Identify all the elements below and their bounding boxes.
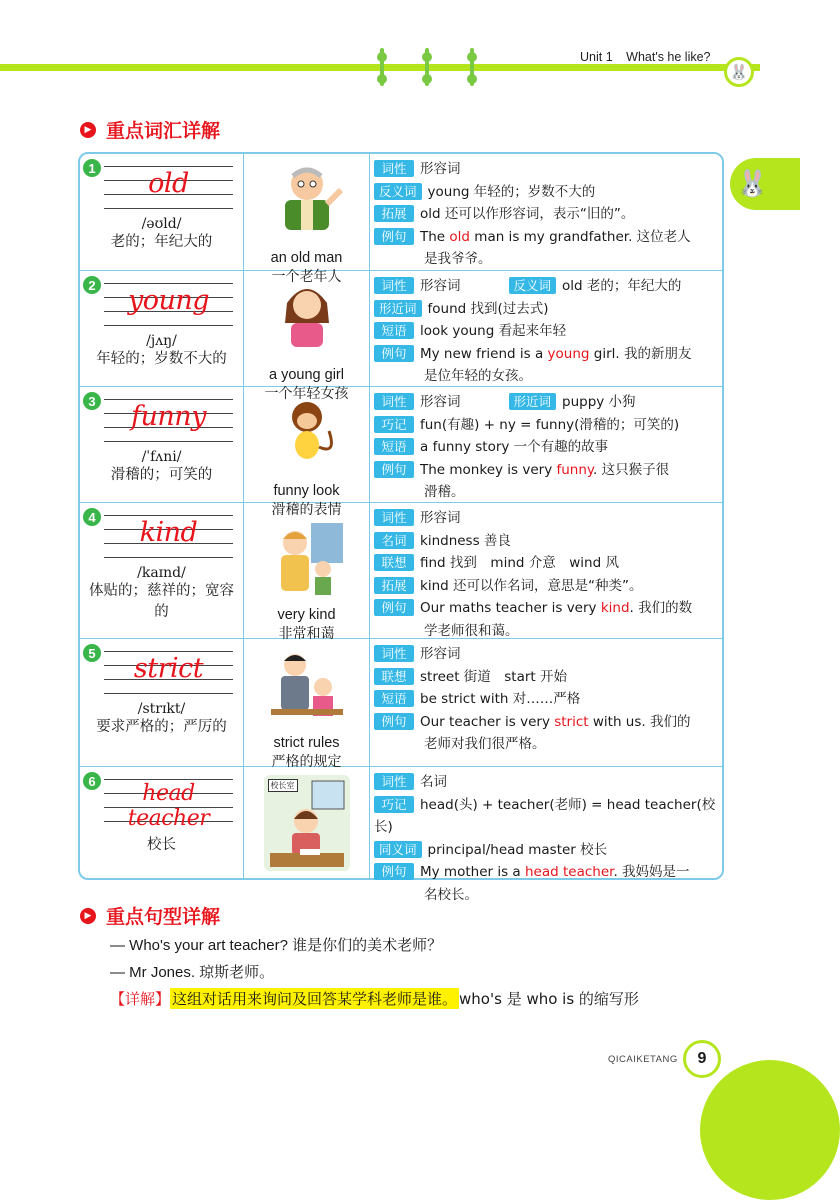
section-title-sentences: ▶ 重点句型详解 [80,902,220,929]
info-tag: 例句 [374,599,414,616]
word-cell [80,503,244,638]
info-tag: 巧记 [374,416,414,433]
info-tag: 联想 [374,668,414,685]
info-cell: 词性 形容词 联想 street 街道 start 开始 短语 be strict with 对……严格 例句 Our teacher is very strict with us. 我们的 老师对我们很严格。 [370,639,722,766]
info-tag: 词性 [374,160,414,177]
picture-cell [244,767,370,878]
info-line: 词性 形容词 [374,643,716,666]
monkey-illustration [267,395,347,479]
old-man-illustration [267,162,347,246]
meaning: 滑稽的；可笑的 [110,467,213,483]
picture-caption-en: very kind [277,607,336,623]
bunny-icon: 🐰 [724,57,754,87]
example-sentence: 例句 The old man is my grandfather. 这位老人 [374,226,716,249]
info-tag: 名词 [374,532,414,549]
arrow-icon: ▶ [80,122,96,138]
info-line: 词性 形容词 反义词 old 老的；年纪大的 [374,275,716,298]
handwriting-lines [104,393,233,447]
vocab-row [80,766,722,903]
sentence-question: — Who's your art teacher? 谁是你们的美术老师？ [110,937,443,954]
info-cell: 词性 名词 巧记 head(头) + teacher(老师) = head teacher(校长) 同义词 principal/head master 校长 例句 My mother is a head teacher. 我妈妈是一 名校长。 [370,767,722,878]
info-tag: 同义词 [374,841,422,858]
info-line: 短语 look young 看起来年轻 [374,320,716,343]
info-cell: 词性 形容词 反义词 old 老的；年纪大的 形近词 found 找到(过去式) 短语 look young 看起来年轻 例句 My new friend is a young girl. 我的新朋友 是位年轻的女孩。 [370,271,722,386]
handwriting-lines [104,277,233,331]
picture-caption-en: funny look [273,483,340,499]
row-number: 4 [83,508,101,526]
handwriting-lines [104,773,233,831]
info-line: 短语 a funny story 一个有趣的故事 [374,436,716,459]
info-tag: 词性 [374,773,414,790]
vocab-table [78,152,724,903]
detail-rest: who's 是 who is 的缩写形 [459,990,639,1008]
info-tag: 词性 [374,645,414,662]
vocab-row [80,638,722,770]
picture-caption-zh: 滑稽的表情 [271,502,342,518]
picture-caption-en: a young girl [269,367,344,383]
vocab-row [80,386,722,518]
word-cell [80,767,244,878]
info-line: 拓展 kind 还可以作名词，意思是“种类”。 [374,575,716,598]
unit-name: What's he like? [626,50,711,64]
meaning: 校长 [147,837,176,853]
row-number: 5 [83,644,101,662]
info-tag: 反义词 [374,183,422,200]
info-line: 反义词 young 年轻的；岁数不大的 [374,181,716,204]
word-cell [80,154,244,270]
phonetic: /strɪkt/ [137,701,186,717]
picture-caption-zh: 一个年轻女孩 [264,386,349,402]
info-tag: 反义词 [509,277,557,294]
phonetic: /kaɪnd/ [137,565,186,581]
info-line: 词性 形容词 [374,158,716,181]
detail-explanation [110,988,639,1009]
meaning: 年轻的；岁数不大的 [96,351,227,367]
info-tag: 例句 [374,863,414,880]
example-sentence: 例句 My new friend is a young girl. 我的新朋友 [374,343,716,366]
picture-cell [244,639,370,770]
example-sentence: 例句 My mother is a head teacher. 我妈妈是一 [374,861,716,884]
info-line: 词性 形容词 形近词 puppy 小狗 [374,391,716,414]
info-tag: 例句 [374,345,414,362]
info-line: 短语 be strict with 对……严格 [374,688,716,711]
info-tag: 联想 [374,554,414,571]
detail-label: 【详解】 [110,990,171,1008]
info-line: 巧记 head(头) + teacher(老师) = head teacher(校长) [374,796,716,835]
info-cell: 词性 形容词 名词 kindness 善良 联想 find 找到 mind 介意 wind 风 拓展 kind 还可以作名词，意思是“种类”。 例句 Our maths teacher is very kind. 我们的数 学老师很和蔼。 [370,503,722,638]
footer-brand: QICAIKETANG [608,1054,678,1065]
info-tag: 例句 [374,228,414,245]
info-line: 形近词 found 找到(过去式) [374,298,716,321]
info-tag: 拓展 [374,205,414,222]
info-cell: 词性 形容词 形近词 puppy 小狗 巧记 fun(有趣) + ny = funny(滑稽的；可笑的) 短语 a funny story 一个有趣的故事 例句 The monkey is very funny. 这只猴子很 滑稽。 [370,387,722,502]
vocab-word: young [127,285,210,316]
info-tag: 短语 [374,690,414,707]
picture-caption-en: strict rules [273,735,340,751]
info-tag: 例句 [374,461,414,478]
info-line: 拓展 old 还可以作形容词，表示“旧的”。 [374,203,716,226]
picture-caption-zh: 严格的规定 [271,754,342,770]
word-cell [80,271,244,386]
strict-teacher-illustration [267,647,347,731]
picture-cell [244,387,370,518]
example-sentence: 例句 The monkey is very funny. 这只猴子很 [374,459,716,482]
bunny-icon: 🐰 [730,158,800,210]
picture-cell [244,503,370,642]
handwriting-lines [104,160,233,214]
pin-icon [378,48,386,86]
vocab-word: kind [139,517,198,548]
info-line: 联想 street 街道 start 开始 [374,666,716,689]
example-sentence: 例句 Our teacher is very strict with us. 我们的 [374,711,716,734]
info-line: 词性 名词 [374,771,716,794]
vocab-word: head teacher [127,781,210,831]
picture-cell [244,154,370,285]
info-line: 巧记 fun(有趣) + ny = funny(滑稽的；可笑的) [374,414,716,437]
phonetic: /ˈfʌni/ [141,449,182,465]
info-tag: 巧记 [374,796,414,813]
pin-icon [423,48,431,86]
info-tag: 短语 [374,322,414,339]
sentence-answer: — Mr Jones. 琼斯老师。 [110,964,275,981]
vocab-word: funny [131,401,206,432]
example-sentence: 例句 Our maths teacher is very kind. 我们的数 [374,597,716,620]
unit-number: Unit 1 [580,50,613,64]
head-teacher-illustration [264,775,350,871]
vocab-word: strict [133,653,204,684]
word-cell [80,639,244,766]
handwriting-lines [104,509,233,563]
info-line: 词性 形容词 [374,507,716,530]
vocab-row [80,154,722,285]
unit-title [580,50,721,64]
phonetic: /əʊld/ [141,216,182,232]
section-title-vocab: ▶ 重点词汇详解 [80,116,220,143]
page-number: 9 [683,1040,721,1078]
office-sign: 校长室 [268,779,298,792]
meaning: 老的；年纪大的 [110,234,213,250]
info-tag: 形近词 [374,300,422,317]
info-tag: 例句 [374,713,414,730]
phonetic: /jʌŋ/ [146,333,177,349]
picture-caption-zh: 一个老年人 [271,269,342,285]
picture-caption-zh: 非常和蔼 [278,626,335,642]
meaning: 要求严格的；严厉的 [96,719,227,735]
info-line: 同义词 principal/head master 校长 [374,839,716,862]
row-number: 3 [83,392,101,410]
arrow-icon: ▶ [80,908,96,924]
detail-highlight: 这组对话用来询问及回答某学科老师是谁。 [172,990,458,1008]
kind-teacher-illustration [267,519,347,603]
picture-cell [244,271,370,402]
info-line: 联想 find 找到 mind 介意 wind 风 [374,552,716,575]
info-line: 名词 kindness 善良 [374,530,716,553]
info-tag: 短语 [374,438,414,455]
info-tag: 词性 [374,393,414,410]
info-tag: 形近词 [509,393,557,410]
meaning: 体贴的；慈祥的；宽容的 [89,583,234,620]
handwriting-lines [104,645,233,699]
info-tag: 拓展 [374,577,414,594]
row-number: 2 [83,276,101,294]
corner-decoration [700,1060,840,1200]
picture-caption-en: an old man [270,250,343,266]
row-number: 6 [83,772,101,790]
row-number: 1 [83,159,101,177]
vocab-word: old [148,168,189,199]
vocab-row [80,502,722,642]
info-cell: 词性 形容词 反义词 young 年轻的；岁数不大的 拓展 old 还可以作形容词，表示“旧的”。 例句 The old man is my grandfather. 这位老人 是我爷爷。 [370,154,722,270]
info-tag: 词性 [374,509,414,526]
info-tag: 词性 [374,277,414,294]
pin-icon [468,48,476,86]
word-cell [80,387,244,502]
young-girl-illustration [267,279,347,363]
